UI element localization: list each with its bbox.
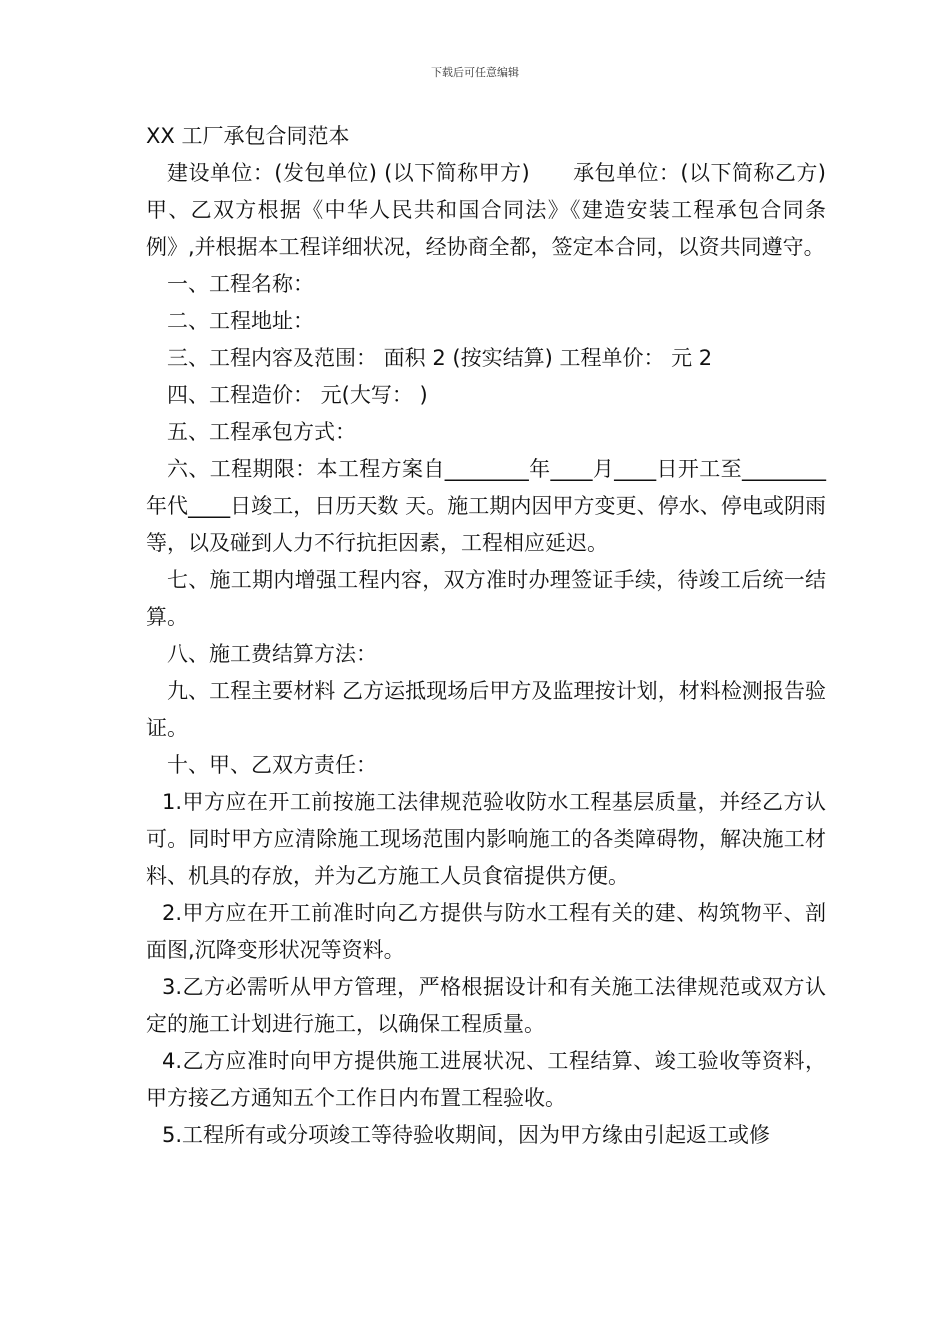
paragraph-item-5: 5.工程所有或分项竣工等待验收期间，因为甲方缘由引起返工或修: [162, 1123, 771, 1147]
paragraph-materials: 九、工程主要材料 乙方运抵现场后甲方及监理按计划，材料检测报告验证。: [146, 679, 826, 740]
paragraph-responsibilities: 十、甲、乙双方责任：: [167, 753, 377, 777]
paragraph-added-work: 七、施工期内增强工程内容，双方准时办理签证手续，待竣工后统一结算。: [146, 568, 826, 629]
paragraph-project-address: 二、工程地址：: [167, 309, 314, 333]
paragraph-project-scope: 三、工程内容及范围： 面积 2 (按实结算) 工程单价： 元 2: [167, 346, 713, 370]
paragraph-contract-method: 五、工程承包方式：: [167, 420, 356, 444]
paragraph-project-period: 六、工程期限：本工程方案自________年____月____日开工至________年代____日竣工，日历天数 天。施工期内因甲方变更、停水、停电或阴雨等，以及碰到人力不行抗拒因素，工程相应延迟。: [146, 457, 826, 555]
paragraph-parties: 建设单位：(发包单位) (以下简称甲方) 承包单位：(以下简称乙方) 甲、乙双方根据《中华人民共和国合同法》《建造安装工程承包合同条例》,并根据本工程详细状况，经协商全都，签定本合同，以资共同遵守。: [146, 161, 868, 259]
paragraph-settlement: 八、施工费结算方法：: [167, 642, 377, 666]
paragraph-item-2: 2.甲方应在开工前准时向乙方提供与防水工程有关的建、构筑物平、剖面图,沉降变形状况等资料。: [146, 901, 826, 962]
paragraph-item-1: 1.甲方应在开工前按施工法律规范验收防水工程基层质量，并经乙方认可。同时甲方应清除施工现场范围内影响施工的各类障碍物，解决施工材料、机具的存放，并为乙方施工人员食宿提供方便。: [146, 790, 826, 888]
document-body: [146, 118, 868, 1154]
header-note: 下载后可任意编辑: [431, 66, 519, 79]
paragraph-project-name: 一、工程名称：: [167, 272, 314, 296]
paragraph-project-cost: 四、工程造价： 元(大写： ): [167, 383, 428, 407]
paragraph-item-3: 3.乙方必需听从甲方管理，严格根据设计和有关施工法律规范或双方认定的施工计划进行施工，以确保工程质量。: [146, 975, 826, 1036]
paragraph-item-4: 4.乙方应准时向甲方提供施工进展状况、工程结算、竣工验收等资料，甲方接乙方通知五个工作日内布置工程验收。: [146, 1049, 826, 1110]
document-title: XX 工厂承包合同范本: [146, 124, 350, 148]
